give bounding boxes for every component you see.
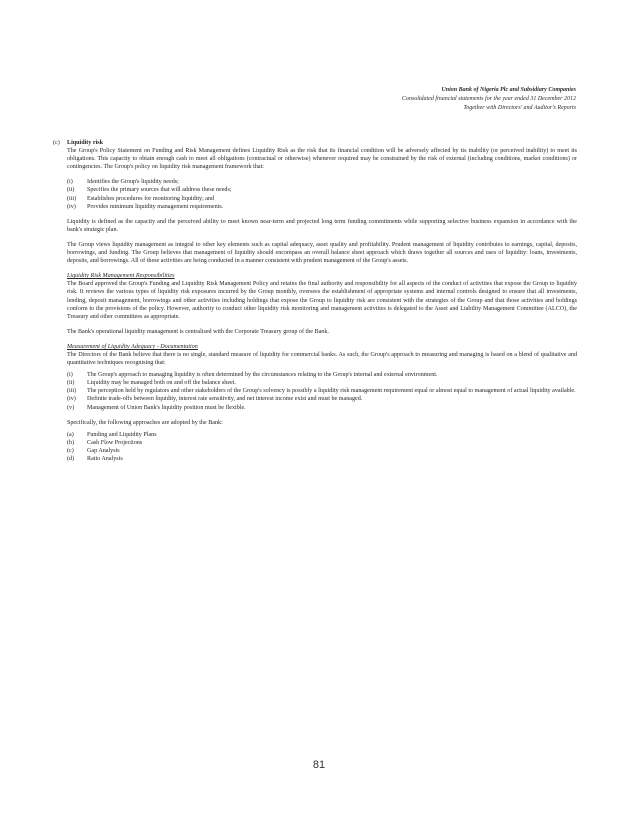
measurement-list <box>67 371 577 411</box>
list-item: (ii) Liquidity may be managed both on and off the balance sheet. <box>67 380 236 387</box>
section-letter: (c) <box>53 140 60 146</box>
list-item: (a) Funding and Liquidity Plans <box>67 431 157 438</box>
page-header <box>402 86 576 114</box>
list-item: (i) The Group's approach to managing liquidity is often determined by the circumstances relating to the Group's internal and external environment. <box>67 372 438 379</box>
board-responsibility-paragraph: The Board approved the Group's Funding and Liquidity Risk Management Policy and retains the final authority and responsibility for all aspects of the conduct of activities that expose the Group to liquidity risk. It reviews the various types of liquidity risk exposures incurred by the Group monthly, oversees the establishment of appropriate systems and internal controls designed to ensure that all investments, lending, deposit management, borrowings and other activities including holdings that expose the Group to liquidity risk are consistent with the strategies of the Group and that those activities and holdings conform to the provisions of the policy. However, authority to conduct other liquidity risk monitoring and management activities is delegated to the Asset and Liability Management Committee (ALCO), the Treasury and other committees as appropriate. <box>67 281 577 320</box>
responsibilities-subheading: Liquidity Risk Management Responsibilities <box>67 273 175 280</box>
document-body <box>53 139 577 470</box>
company-name: Union Bank of Nigeria Plc and Subsidiary Companies <box>441 87 576 93</box>
list-item: (i) Identifies the Group's liquidity needs; <box>67 179 179 186</box>
list-item: (ii) Specifies the primary sources that will address these needs; <box>67 187 232 194</box>
operational-liquidity-paragraph: The Bank's operational liquidity management is centralised with the Corporate Treasury group of the Bank. <box>67 328 329 335</box>
list-item: (iii) The perception held by regulators and other stakeholders of the Group's solvency is possibly a liquidity risk management requirement equal or almost equal to management of actual liquidity available. <box>67 388 576 395</box>
section-title: Liquidity risk <box>67 140 104 146</box>
list-item: (v) Management of Union Bank's liquidity position must be flexible. <box>67 404 246 411</box>
list-item: (d) Ratio Analysis <box>67 456 123 462</box>
approaches-list <box>67 431 577 463</box>
list-item: (c) Gap Analysis <box>67 447 120 454</box>
intro-list <box>67 178 577 210</box>
list-item: (iv) Definite trade-offs between liquidity, interest rate sensitivity, and net interest income exist and must be managed. <box>67 396 363 403</box>
page-number: 81 <box>312 759 326 771</box>
measurement-subheading: Measurement of Liquidity Adequacy - Documentation <box>67 343 198 350</box>
list-item: (iv) Provides minimum liquidity management requirements. <box>67 203 224 210</box>
list-item: (iii) Establishes procedures for monitoring liquidity; and <box>67 195 215 202</box>
list-item: (b) Cash Flow Projections <box>67 439 143 446</box>
liquidity-management-paragraph: The Group views liquidity management as integral to other key elements such as capital adequacy, asset quality and profitability. Prudent management of liquidity contributes to earnings, capital, deposits, borrowings, and funding. The Group believes that management of liquidity should encompass an overall balance sheet approach which draws together all sources and uses of liquidity: loans, investments, deposits, and borrowings. All of these activities are being conducted in a manner consistent with prudent management of the Group's assets. <box>67 241 577 265</box>
approaches-paragraph: Specifically, the following approaches are adopted by the Bank: <box>67 419 223 426</box>
intro-paragraph: The Group's Policy Statement on Funding and Risk Management defines Liquidity Risk as the risk that its financial condition will be adversely affected by its inability (or perceived inability) to meet its obligations. This capacity to obtain enough cash to meet all obligations (contractual or otherwise) whenever required may be constrained by the risk of external (including conditions, market conditions) or contingencies. The Group's policy on liquidity risk management framework that: <box>67 148 577 171</box>
report-subtitle: Together with Directors' and Auditor's Reports <box>463 105 576 112</box>
measurement-paragraph: The Directors of the Bank believe that there is no single, standard measure of liquidity for commercial banks. As such, the Group's approach to measuring and managing is based on a blend of qualitative and quantitative techniques recognising that: <box>67 351 577 367</box>
liquidity-definition-paragraph: Liquidity is defined as the capacity and the perceived ability to meet known near-term and projected long term funding commitments while supporting selective business expansion in accordance with the bank's strategic plan. <box>67 218 577 233</box>
report-title: Consolidated financial statements for the year ended 31 December 2012 <box>401 96 576 103</box>
section-heading <box>53 139 577 147</box>
